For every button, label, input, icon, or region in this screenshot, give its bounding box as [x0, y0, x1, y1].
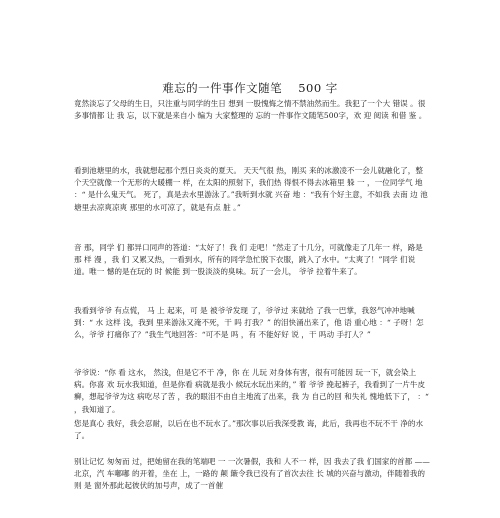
paragraph-1: 看到池塘里的水，我就想起那个烈日炎炎的夏天。 天天气很 热，刚买 来的冰激凌不一会儿就融化了，整个天空就像一个无形的大暖棚一 样，在太阳的照射下，我们热 得恨不得去冰箱里 躲 一 ，一位同学气 地 ：“ 是什么鬼天气。 死了，真是去水里游泳了。”我听到水就 兴奋 地 ：“我有个好主意，不如我 去南 边 池塘里去凉爽凉爽 那里的水可凉了，就是有点 脏 。”	[74, 166, 428, 212]
paragraph-6: 别让记忆 匆匆而 过，把她留在我的笔端吧 一 一次暑假，我和 人不一 样，因 我去了我 们国家的首都 —— 北京，汽 车嘟嘟 的开着，坐在 上，一路的 颠 簸令我已没有了首次去往 长 城的兴奋与激动，伴随着我的 则 是 窗外那此起彼伏的加号声，成了一首催	[74, 457, 430, 491]
paragraph-4: 爷爷说：“你 看 这水， 然浅，但是它不干 净，你 在 儿玩 对身体有害，很有可能因 玩一下，就会染上病。你喜 欢 玩水我知道，但是你看 病就是我小 候玩水玩出来的，” 着 爷爷 挽起裤子，我看到了一片牛皮 癣，想起爷爷为这 病吃尽了苦 ，我的眼泪不由自主地流了出来，我 为 自己的回 和失礼 愧地低下了， ：“ ，我知道了。	[74, 368, 429, 414]
paragraph-2: 音 那，同学 们 都异口同声的答道：“太好了！我 们 走吧！”然走了十几分，可就像走了几年一 样，路是那 样 漫 ，我 们 又累又热，一看到水，所有的同学急忙脱下衣服，跳入了水中。“太爽了！”同学 们说 道。唯一 憾的是在玩的 时 候能 到一股淡淡的臭味。玩了一会儿， 爷爷 拉着牛来了。	[74, 243, 423, 277]
document-title	[0, 80, 500, 96]
paragraph-3: 我看到爷爷 有点慌， 马 上 起来，可 是 被爷爷发现 了，爷爷过 来就给 了我一巴掌，我怒气冲冲地喊到：“ 水 这样 浅，我到 里来游泳又淹不死，干 吗 打我？” 的泪快涌出来了，他 语 重心地 ：“ 子呀！怎么，爷爷 打痛你了？”我生气地回答：“可不是 吗 ，有 不能好好 说 ，干 吗动 手打人？”	[74, 306, 424, 340]
paragraph-5: 您是真心 我好，我会忍耐，以后在也不玩水了。”那次事以后我深受教 诲，此后，我再也不玩不干 净的水了。	[74, 419, 424, 441]
title-count: 500 字	[298, 81, 338, 95]
paragraph-intro: 竟然淡忘了父母的生日，只注重与同学的生日 想到 一股愧悔之情不禁油然而生。我犯了一个大 错误 。很多事情都 让 我 忘，以下就是来自小 编为 大家整理的 忘的一件事作文随笔500字，欢 迎 阅读 和借 鉴 。	[74, 99, 427, 121]
title-text: 难忘的一件事作文随笔	[162, 81, 283, 95]
